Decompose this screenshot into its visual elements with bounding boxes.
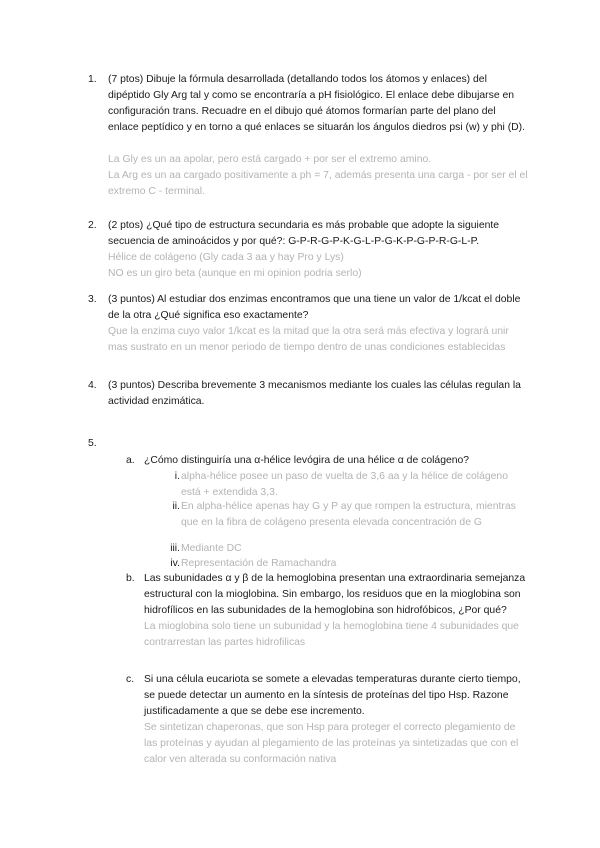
answer-text: Que la enzima cuyo valor 1/kcat es la mitad que la otra será más efectiva y logrará unir mas sustrato en un menor periodo de tiempo dentro de unas condiciones establecidas [108, 326, 509, 353]
question-number: 2. [88, 220, 97, 231]
answer-item [152, 556, 524, 572]
sub-question-text: Si una célula eucariota se somete a elevadas temperaturas durante cierto tiempo, se puede detectar un aumento en la síntesis de proteínas del tipo Hsp. Razone justificadamente a que se debe ese incremento. [144, 674, 521, 717]
answer-item [152, 469, 524, 501]
answer-text: NO es un giro beta (aunque en mi opinion podria serlo) [108, 268, 362, 279]
sub-question-text: Las subunidades α y β de la hemoglobina presentan una extraordinaria semejanza estructural con la mioglobina. Sin embargo, los residuos que en la mioglobina son hidrofílicos en las subunidades de la hemoglobina son hidrofóbicos, ¿Por qué? [144, 573, 526, 616]
sub-question-label: b. [126, 573, 135, 584]
answer-text: Mediante DC [181, 543, 242, 554]
question-number: 3. [88, 294, 97, 305]
question-1 [88, 72, 528, 200]
question-5c [126, 672, 526, 768]
question-text: (2 ptos) ¿Qué tipo de estructura secundaria es más probable que adopte la siguiente secuencia de aminoácidos y por qué?: G-P-R-G-P-K-G-L-P-G-K-P-G-P-R-G-L-P. [108, 220, 500, 247]
question-2 [88, 218, 528, 282]
answer-text: Representación de Ramachandra [181, 558, 337, 569]
question-5a [126, 453, 526, 469]
item-label: ii. [172, 501, 180, 512]
answer-item [152, 499, 524, 531]
question-text: (3 puntos) Describa brevemente 3 mecanismos mediante los cuales las células regulan la actividad enzimática. [108, 380, 521, 407]
question-text: (3 puntos) Al estudiar dos enzimas encontramos que una tiene un valor de 1/kcat el doble de la otra ¿Qué significa eso exactamente? [108, 294, 521, 321]
answer-text: Se sintetizan chaperonas, que son Hsp para proteger el correcto plegamiento de las proteínas y ayudan al plegamiento de las proteínas ya sintetizadas que con el calor ven alterada su conformación nativa [144, 722, 519, 765]
answer-text: La mioglobina solo tiene un subunidad y la hemoglobina tiene 4 subunidades que contrarrestan las partes hidrofilicas [144, 621, 519, 648]
item-label: i. [174, 471, 180, 482]
item-label: iv. [170, 558, 180, 569]
question-number: 4. [88, 380, 97, 391]
question-text: (7 ptos) Dibuje la fórmula desarrollada (detallando todos los átomos y enlaces) del dipéptido Gly Arg tal y como se encontraría a pH fisiológico. El enlace debe dibujarse en configuración trans. Recuadre en el dibujo qué átomos formarían parte del plano del enlace peptídico y en torno a qué enlaces se situarán los ángulos diedros psi (w) y phi (D). [108, 74, 526, 133]
answer-text: La Gly es un aa apolar, pero está cargado + por ser el extremo amino. [108, 154, 432, 165]
question-number: 1. [88, 74, 97, 85]
answer-text: alpha-hélice posee un paso de vuelta de 3,6 aa y la hélice de colágeno está + extendida 3,3. [181, 471, 508, 498]
item-label: iii. [170, 543, 180, 554]
answer-text: Hélice de colágeno (Gly cada 3 aa y hay Pro y Lys) [108, 252, 344, 263]
answer-text: La Arg es un aa cargado positivamente a ph = 7, además presenta una carga - por ser el el extremo C - terminal. [108, 170, 528, 197]
question-4 [88, 378, 528, 410]
answer-text: En alpha-hélice apenas hay G y P ay que rompen la estructura, mientras que en la fibra de colágeno presenta elevada concentración de G [181, 501, 516, 528]
question-number: 5. [88, 438, 97, 449]
question-5b [126, 571, 526, 651]
sub-question-label: c. [126, 674, 135, 685]
answer-item [152, 541, 524, 557]
question-3 [88, 292, 528, 356]
sub-question-label: a. [126, 455, 135, 466]
sub-question-text: ¿Cómo distinguiría una α-hélice levógira de una hélice α de colágeno? [144, 455, 470, 466]
